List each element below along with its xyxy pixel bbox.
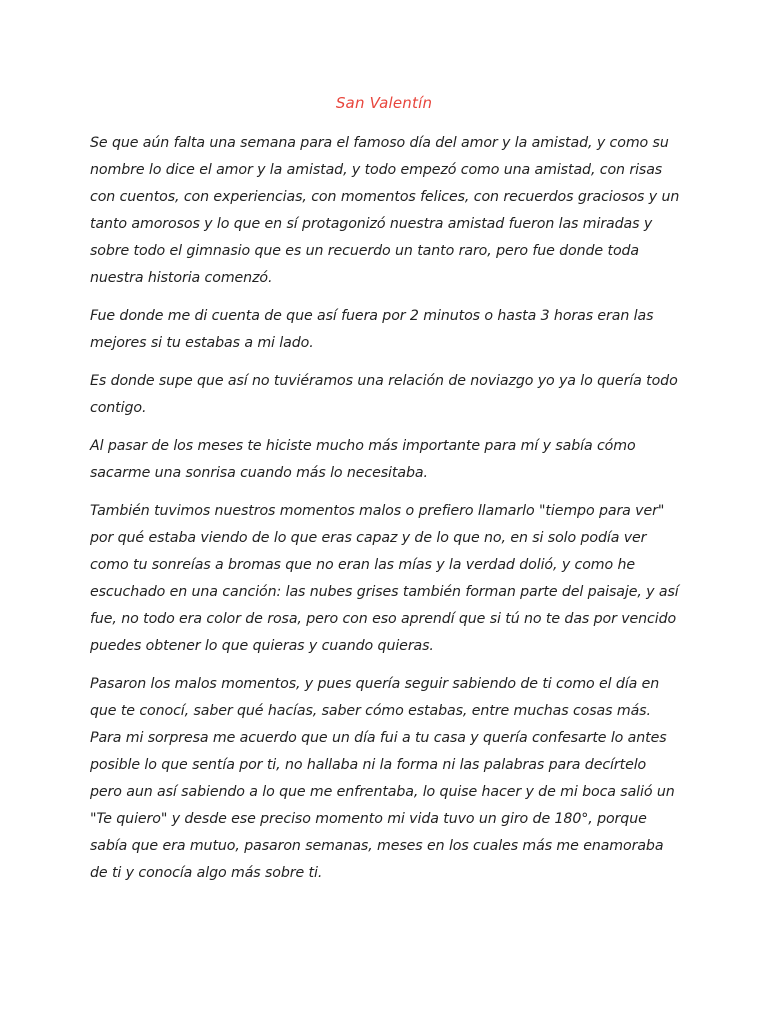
paragraph-1: Se que aún falta una semana para el famoso día del amor y la amistad, y como su nombre lo dice el amor y la amistad, y todo empezó como una amistad, con risas con cuentos, con experiencias, con momentos felices, con recuerdos graciosos y un tanto amorosos y lo que en sí protagonizó nuestra amistad fueron las miradas y sobre todo el gimnasio que es un recuerdo un tanto raro, pero fue donde toda nuestra historia comenzó. — [90, 135, 680, 286]
paragraph-3: Es donde supe que así no tuviéramos una relación de noviazgo yo ya lo quería todo contigo. — [90, 373, 678, 416]
document-title: San Valentín — [335, 94, 433, 112]
paragraph-5: También tuvimos nuestros momentos malos o prefiero llamarlo "tiempo para ver" por qué estaba viendo de lo que eras capaz y de lo que no, en si solo podía ver como tu sonreías a bromas que no eran las mías y la verdad dolió, y como he escuchado en una canción: las nubes grises también forman parte del paisaje, y así fue, no todo era color de rosa, pero con eso aprendí que si tú no te das por vencido puedes obtener lo que quieras y cuando quieras. — [90, 503, 679, 654]
paragraph-6: Pasaron los malos momentos, y pues quería seguir sabiendo de ti como el día en que te conocí, saber qué hacías, saber cómo estabas, entre muchas cosas más. Para mi sorpresa me acuerdo que un día fui a tu casa y quería confesarte lo antes posible lo que sentía por ti, no hallaba ni la forma ni las palabras para decírtelo pero aun así sabiendo a lo que me enfrentaba, lo quise hacer y de mi boca salió un "Te quiero" y desde ese preciso momento mi vida tuvo un giro de 180°, porque sabía que era mutuo, pasaron semanas, meses en los cuales más me enamoraba de ti y conocía algo más sobre ti. — [90, 676, 675, 881]
paragraph-2: Fue donde me di cuenta de que así fuera por 2 minutos o hasta 3 horas eran las mejores si tu estabas a mi lado. — [90, 308, 654, 351]
paragraph-4: Al pasar de los meses te hiciste mucho más importante para mí y sabía cómo sacarme una sonrisa cuando más lo necesitaba. — [90, 438, 636, 481]
document-body — [90, 130, 680, 898]
